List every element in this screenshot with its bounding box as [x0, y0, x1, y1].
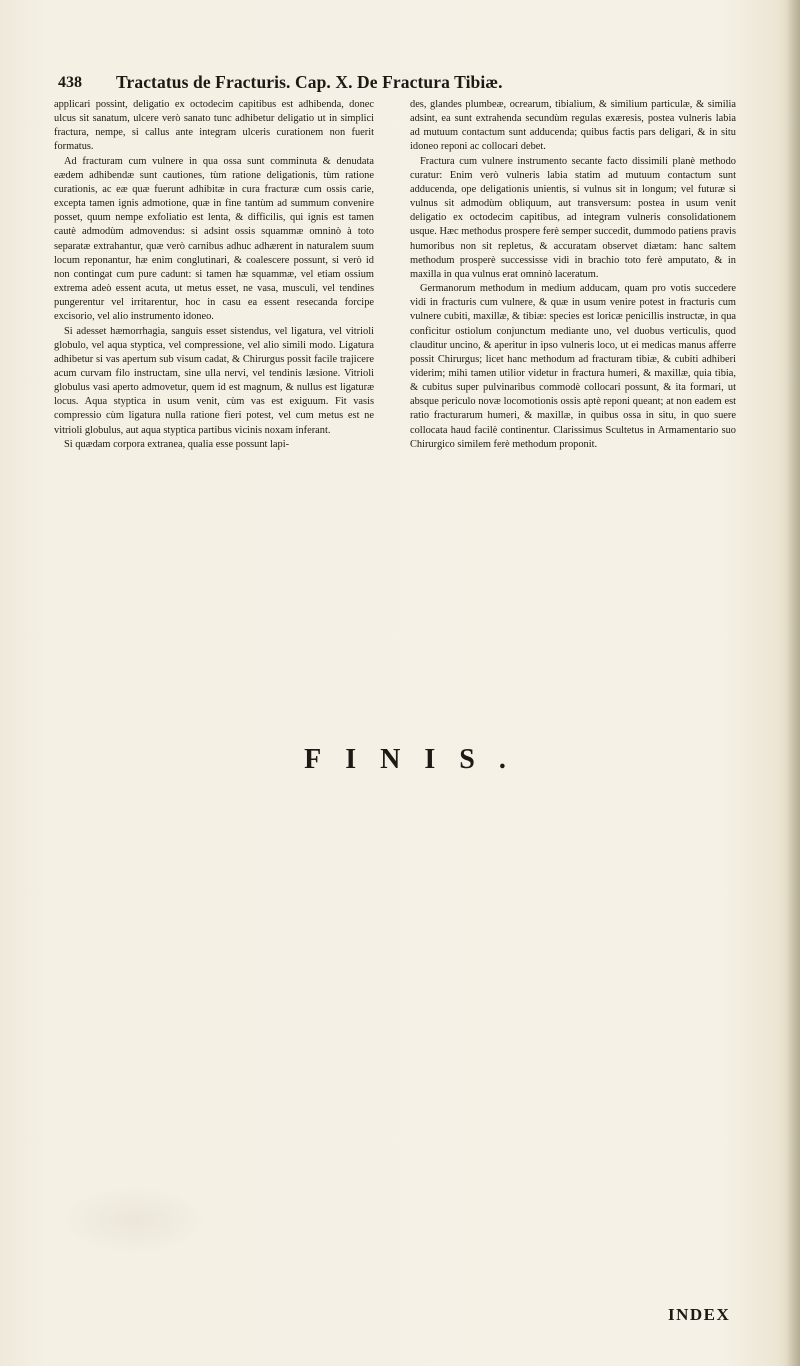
- paragraph: Si adesset hæmorrhagia, sanguis esset sistendus, vel ligatura, vel vitrioli globulo, vel aqua styptica, vel compressione, vel alio simili modo. Ligatura adhibetur si vas apertum sub visum cadat, & Chirurgus possit facile trajicere acum curvam filo instructam, sine ulla nervi, vel tendinis læsione. Vitrioli globulus vasi aperto admovetur, quem id est magnum, & nullus est ligaturæ locus. Aqua styptica in usum venit, cùm vas est exiguum. Fit vasis compressio cùm ligatura nulla ratione fieri potest, vel cum metus est ne vitrioli globulus, aut aqua styptica partibus vicinis noxam inferant.: [54, 325, 374, 436]
- paragraph: Fractura cum vulnere instrumento secante facto dissimili planè methodo curatur: Enim verò vulneris labia statim ad mutuum contactum sunt adducenda, ope deligationis unientis, si vulnus sit in longum; vel futuræ si vulnus sit admodùm obliquum, aut transversum: postea in usum venit deligatio ex octodecim capitibus, ad integram vulneris consolidationem usque. Hæc methodus prospere ferè semper succedit, dummodo patiens pravis humoribus non sit repletus, & accuratam observet diætam: hanc saltem methodum prosperè successisse vidi in brachio toto ferè amputato, & in maxilla in qua vulnus erat omninò laceratum.: [410, 155, 736, 280]
- paragraph: Si quædam corpora extranea, qualia esse possunt lapi-: [64, 438, 290, 450]
- paragraph: applicari possint, deligatio ex octodecim capitibus est adhibenda, donec ulcus sit sanatum, ulcere verò sanato tunc adhibetur deligatio ut in simplici fractura, nempe, si callus ante integram ulceris curationem non fuerit formatus.: [54, 99, 374, 153]
- page-number: 438: [58, 74, 82, 91]
- paper-stain: [60, 1185, 210, 1255]
- running-head: [58, 72, 758, 100]
- paragraph: Germanorum methodum in medium adducam, quam pro votis succedere vidi in fracturis cum vulnere, & quæ in usum venire potest in fracturis cum vulnere cubiti, maxillæ, & tibiæ: species est loricæ penicillis instructæ, in qua conficitur ostiolum conjunctum mediante uno, vel duobus verticulis, quod clauditur uncino, & aperitur in ipso vulneris loco, ut ei medicas manus afferre possit Chirurgus; licet hanc methodum ad fracturam tibiæ, & cubiti adhiberi viderim; mihi tamen utilior videtur in fractura humeri, & maxillæ, quia tibia, & cubitus super pulvinaribus commodè collocari possunt, & ita formari, ut absque periculo novæ locomotionis ossis aptè reponi queant; at non eadem est ratio fracturarum humeri, & maxillæ, in quibus ossa in situ, in quo suere collocata haud facilè continentur. Clarissimus Scultetus in Armamentario suo Chirurgico similem ferè methodum proponit.: [410, 283, 736, 450]
- running-title: Tractatus de Fracturis. Cap. X. De Fractura Tibiæ.: [116, 72, 503, 92]
- right-text-column: [410, 98, 736, 452]
- finis-heading: FINIS.: [304, 744, 530, 775]
- paragraph: Ad fracturam cum vulnere in qua ossa sunt comminuta & denudata eædem adhibendæ sunt cautiones, tùm ratione deligationis, tùm ratione curationis, ac eæ quæ fuerunt adhibitæ in cura fracturæ cum ossis carie, excepta tamen ignis admotione, quæ in fine tantùm ad summum convenire posset, quum nempe exfoliatio est lenta, & difficilis, qui ignis est tamen cautè admodùm admovendus: si adsint ossis squammæ omninò à toto separatæ extrahantur, quæ verò carnibus adhuc adhærent in naturalem suum locum reponantur, hæ enim conglutinari, & coalescere possunt, si verò id non contingat cum pure cadunt: si tamen hæ squammæ, vel etiam ossium extrema adeò essent acuta, ut metus esset, ne vasa, musculi, vel tendines pungerentur vel irritarentur, hoc in casu ea essent resecanda forcipe excisorio, vel alio instrumento idoneo.: [54, 155, 374, 323]
- catchword: INDEX: [668, 1305, 731, 1324]
- page-edge-shadow: [786, 0, 800, 1366]
- paragraph: des, glandes plumbeæ, ocrearum, tibialium, & similium particulæ, & similia adsint, ea sunt extrahenda secundùm regulas exæresis, postea vulneris labia ad mutuum contactum sunt adducenda; quibus factis pars deligari, & in situ idoneo reponi ac collocari debet.: [410, 99, 736, 153]
- left-text-column: [54, 98, 374, 452]
